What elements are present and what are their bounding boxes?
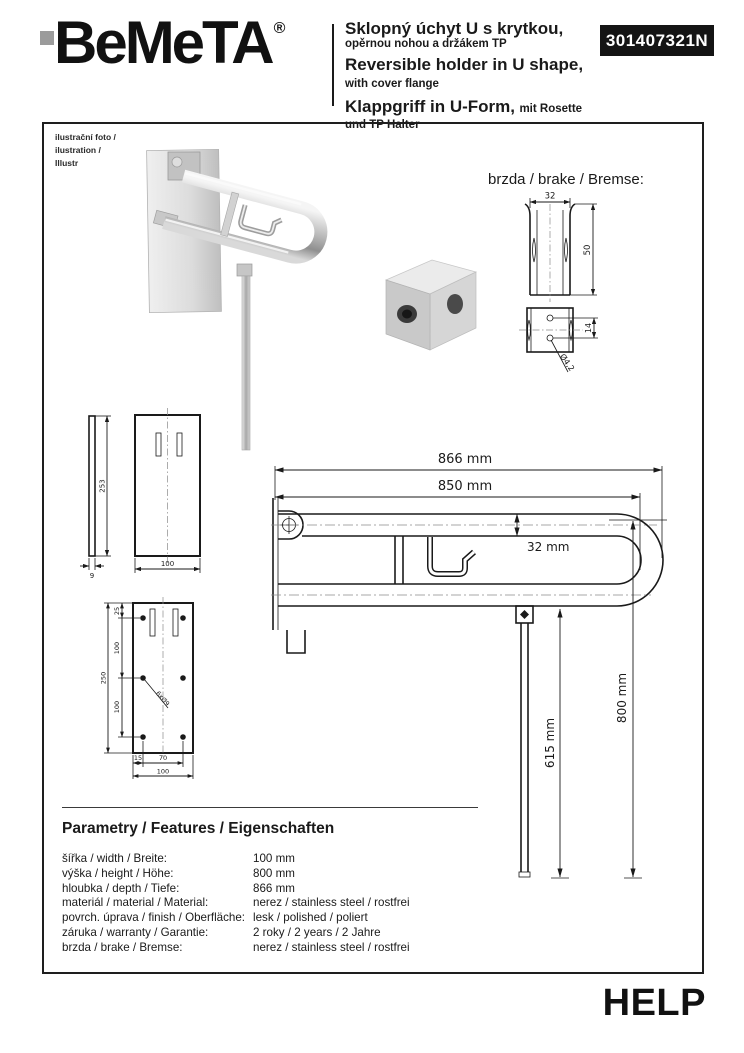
tube-diameter-dim: 32 mm [527, 540, 570, 554]
illustration-note-line1: ilustrační foto / [55, 132, 116, 142]
title-czech: Sklopný úchyt U s krytkou, [345, 19, 564, 38]
table-row [62, 926, 482, 941]
table-row [62, 896, 482, 911]
series-name: HELP [602, 982, 706, 1024]
mount-overall-width-dim: 100 [156, 767, 170, 776]
mount-height-dim: 800 mm [615, 672, 629, 724]
brake-drawing-label: brzda / brake / Bremse: [488, 171, 644, 188]
parameters-divider [62, 807, 478, 808]
param-value: lesk / polished / poliert [253, 911, 368, 925]
title-english: Reversible holder in U shape, [345, 54, 584, 74]
param-value: nerez / stainless steel / rostfrei [253, 896, 410, 910]
brand-name: BeMeTA [54, 9, 272, 76]
mount-overall-height-dim: 250 [100, 671, 108, 685]
illustration-note-line2: ilustration / [55, 145, 101, 156]
table-row [62, 867, 482, 882]
param-label: výška / height / Höhe: [62, 866, 174, 880]
param-label: povrch. úprava / finish / Oberfläche: [62, 911, 246, 925]
brake-drawing [505, 190, 620, 400]
param-label: hloubka / depth / Tiefe: [62, 881, 180, 895]
param-label: šířka / width / Breite: [62, 852, 168, 865]
brand-square-icon [40, 31, 54, 45]
brake-photo [372, 246, 484, 356]
product-code-badge: 301407321N [600, 25, 714, 56]
depth-total-dim: 866 mm [437, 452, 493, 467]
mounting-plate-drawing [100, 595, 220, 790]
product-titles [345, 20, 595, 133]
title-german: Klappgriff in U-Form, [345, 96, 515, 116]
registered-trademark: ® [273, 20, 286, 37]
param-label: brzda / brake / Bremse: [62, 940, 183, 954]
brand-logo [40, 9, 286, 76]
cover-plate-height-dim: 253 [98, 479, 107, 493]
param-value: nerez / stainless steel / rostfrei [253, 940, 410, 954]
mount-hole-spacing-dim: 70 [158, 754, 168, 762]
cover-plate-thickness-dim: 9 [89, 572, 95, 580]
title-german-sub: mit Rosette und TP Halter [345, 102, 583, 132]
param-value: 800 mm [253, 866, 295, 880]
cover-plate-drawing [80, 408, 220, 583]
param-label: záruka / warranty / Garantie: [62, 925, 209, 939]
title-english-sub: with cover flange [345, 77, 439, 90]
mount-top-offset-dim: 25 [113, 606, 121, 616]
illustration-note-line3: Illustr [55, 158, 79, 169]
header-divider [332, 24, 334, 106]
param-value: 2 roky / 2 years / 2 Jahre [253, 925, 381, 939]
cover-plate-width-dim: 100 [160, 560, 175, 568]
table-row [62, 941, 482, 956]
mount-spacing-upper-dim: 100 [113, 641, 121, 655]
parameters-title: Parametry / Features / Eigenschaften [62, 820, 335, 837]
mount-spacing-lower-dim: 100 [113, 700, 121, 714]
table-row [62, 882, 482, 897]
mount-edge-offset-dim: 15 [133, 754, 143, 762]
param-value: 866 mm [253, 881, 295, 895]
param-label: materiál / material / Material: [62, 896, 209, 910]
title-czech-sub: opěrnou nohou a držákem TP [345, 37, 507, 50]
leg-height-dim: 615 mm [543, 717, 557, 769]
brake-hole-diameter-dim: Ø4,2 [557, 352, 577, 373]
table-row [62, 852, 482, 867]
mount-holes-note: 6xØ9 [153, 689, 172, 708]
brake-hole-spacing-dim: 14 [584, 322, 593, 334]
depth-grip-dim: 850 mm [437, 479, 493, 494]
brake-width-dim: 32 [544, 191, 556, 202]
parameters-table [62, 852, 482, 956]
param-value: 100 mm [253, 852, 295, 865]
brake-height-dim: 50 [583, 244, 593, 256]
table-row [62, 911, 482, 926]
